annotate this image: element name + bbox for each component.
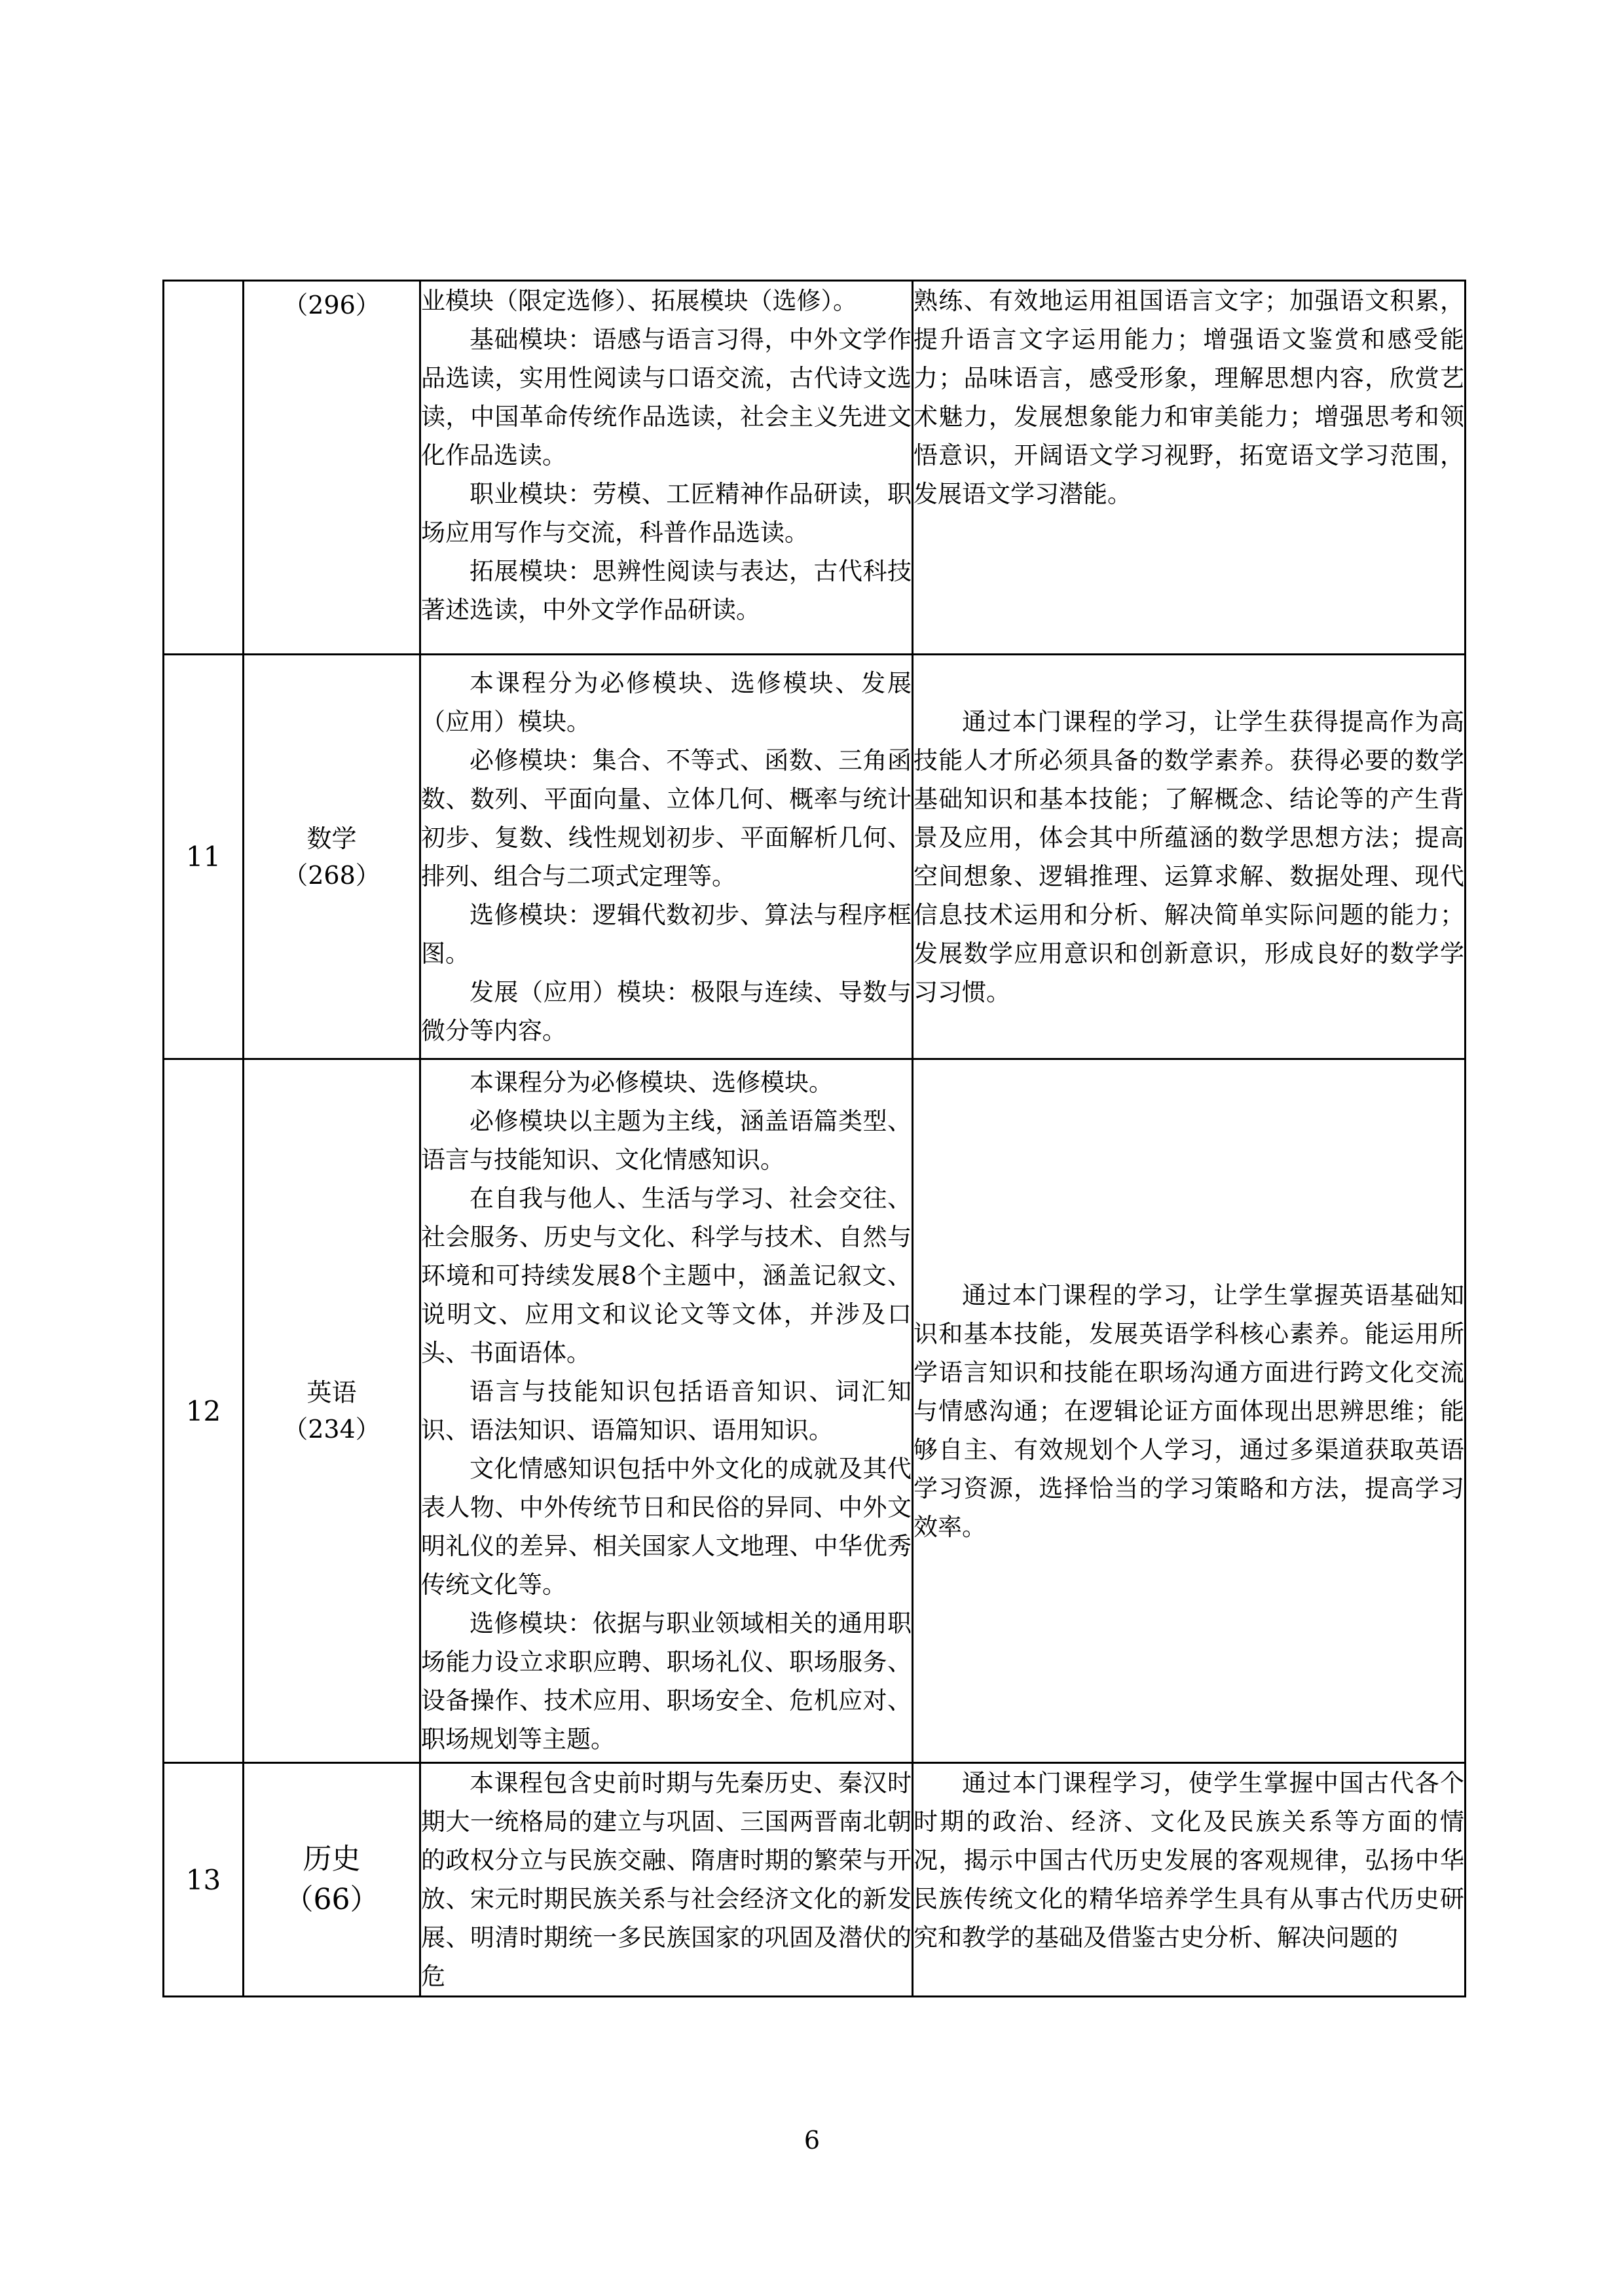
course-name-cell <box>244 1763 420 1997</box>
content-paragraph: 选修模块：依据与职业领域相关的通用职场能力设立求职应聘、职场礼仪、职场服务、设备操作、技术应用、职场安全、危机应对、职场规划等主题。 <box>421 1609 912 1753</box>
goal-paragraph: 通过本门课程的学习，让学生掌握英语基础知识和基本技能，发展英语学科核心素养。能运用所学语言知识和技能在职场沟通方面进行跨文化交流与情感沟通；在逻辑论证方面体现出思辨思维；能够自主、有效规划个人学习，通过多渠道获取英语学习资源，选择恰当的学习策略和方法，提高学习效率。 <box>913 1281 1464 1541</box>
content-paragraph: 业模块（限定选修）、拓展模块（选修）。 <box>421 287 857 315</box>
content-paragraph: 拓展模块：思辨性阅读与表达，古代科技著述选读，中外文学作品研读。 <box>421 557 912 624</box>
content-paragraph: 本课程分为必修模块、选修模块、发展（应用）模块。 <box>421 668 912 736</box>
table-row <box>164 281 1466 655</box>
course-subject: 英语 <box>306 1378 357 1407</box>
course-subject: 历史 <box>303 1842 361 1876</box>
content-paragraph: 在自我与他人、生活与学习、社会交往、社会服务、历史与文化、科学与技术、自然与环境和可持续发展8个主题中，涵盖记叙文、说明文、应用文和议论文等文体，并涉及口头、书面语体。 <box>421 1184 912 1367</box>
course-content <box>420 1059 913 1763</box>
course-goal <box>913 1763 1466 1997</box>
course-content <box>420 281 913 655</box>
course-hours: （296） <box>283 291 380 319</box>
course-hours: （268） <box>283 860 380 890</box>
content-paragraph: 本课程分为必修模块、选修模块。 <box>470 1068 833 1097</box>
content-paragraph: 选修模块：逻辑代数初步、算法与程序框图。 <box>421 900 912 968</box>
goal-paragraph: 通过本门课程学习，使学生掌握中国古代各个时期的政治、经济、文化及民族关系等方面的情况，揭示中国古代历史发展的客观规律，弘扬中华民族传统文化的精华培养学生具有从事古代历史研究和教学的基础及借鉴古史分析、解决问题的 <box>913 1769 1464 1952</box>
content-paragraph: 必修模块：集合、不等式、函数、三角函数、数列、平面向量、立体几何、概率与统计初步、复数、线性规划初步、平面解析几何、排列、组合与二项式定理等。 <box>421 746 912 890</box>
course-goal <box>913 1059 1466 1763</box>
row-number: 12 <box>164 1059 244 1763</box>
course-content <box>420 655 913 1059</box>
content-paragraph: 基础模块：语感与语言习得，中外文学作品选读，实用性阅读与口语交流，古代诗文选读，中国革命传统作品选读，社会主义先进文化作品选读。 <box>421 325 912 469</box>
table-row <box>164 1059 1466 1763</box>
row-number: 13 <box>164 1763 244 1997</box>
content-paragraph: 本课程包含史前时期与先秦历史、秦汉时期大一统格局的建立与巩固、三国两晋南北朝的政权分立与民族交融、隋唐时期的繁荣与开放、宋元时期民族关系与社会经济文化的新发展、明清时期统一多民族国家的巩固及潜伏的危 <box>421 1769 912 1990</box>
course-subject: 数学 <box>306 824 357 853</box>
course-hours: （66） <box>284 1883 379 1916</box>
course-content <box>420 1763 913 1997</box>
course-name-cell <box>244 1059 420 1763</box>
table-row <box>164 1763 1466 1997</box>
content-paragraph: 职业模块：劳模、工匠精神作品研读，职场应用写作与交流，科普作品选读。 <box>421 480 912 547</box>
table-row <box>164 655 1466 1059</box>
course-name-cell <box>244 281 420 655</box>
course-goal <box>913 655 1466 1059</box>
row-number: 11 <box>164 655 244 1059</box>
content-paragraph: 语言与技能知识包括语音知识、词汇知识、语法知识、语篇知识、语用知识。 <box>421 1377 912 1444</box>
course-name-cell <box>244 655 420 1059</box>
curriculum-table <box>162 280 1466 1997</box>
content-paragraph: 发展（应用）模块：极限与连续、导数与微分等内容。 <box>421 977 912 1045</box>
content-paragraph: 必修模块以主题为主线，涵盖语篇类型、语言与技能知识、文化情感知识。 <box>421 1107 912 1174</box>
course-goal <box>913 281 1466 655</box>
goal-paragraph: 通过本门课程的学习，让学生获得提高作为高技能人才所必须具备的数学素养。获得必要的数学基础知识和基本技能；了解概念、结论等的产生背景及应用，体会其中所蕴涵的数学思想方法；提高空间想象、逻辑推理、运算求解、数据处理、现代信息技术运用和分析、解决简单实际问题的能力；发展数学应用意识和创新意识，形成良好的数学学习习惯。 <box>913 707 1464 1006</box>
content-paragraph: 文化情感知识包括中外文化的成就及其代表人物、中外传统节日和民俗的异同、中外文明礼仪的差异、相关国家人文地理、中华优秀传统文化等。 <box>421 1455 912 1599</box>
page-number: 6 <box>803 2126 821 2155</box>
row-number <box>164 281 244 655</box>
goal-paragraph: 熟练、有效地运用祖国语言文字；加强语文积累，提升语言文字运用能力；增强语文鉴赏和感受能力；品味语言，感受形象，理解思想内容，欣赏艺术魅力，发展想象能力和审美能力；增强思考和领悟意识，开阔语文学习视野，拓宽语文学习范围，发展语文学习潜能。 <box>913 287 1464 508</box>
course-hours: （234） <box>283 1415 380 1444</box>
